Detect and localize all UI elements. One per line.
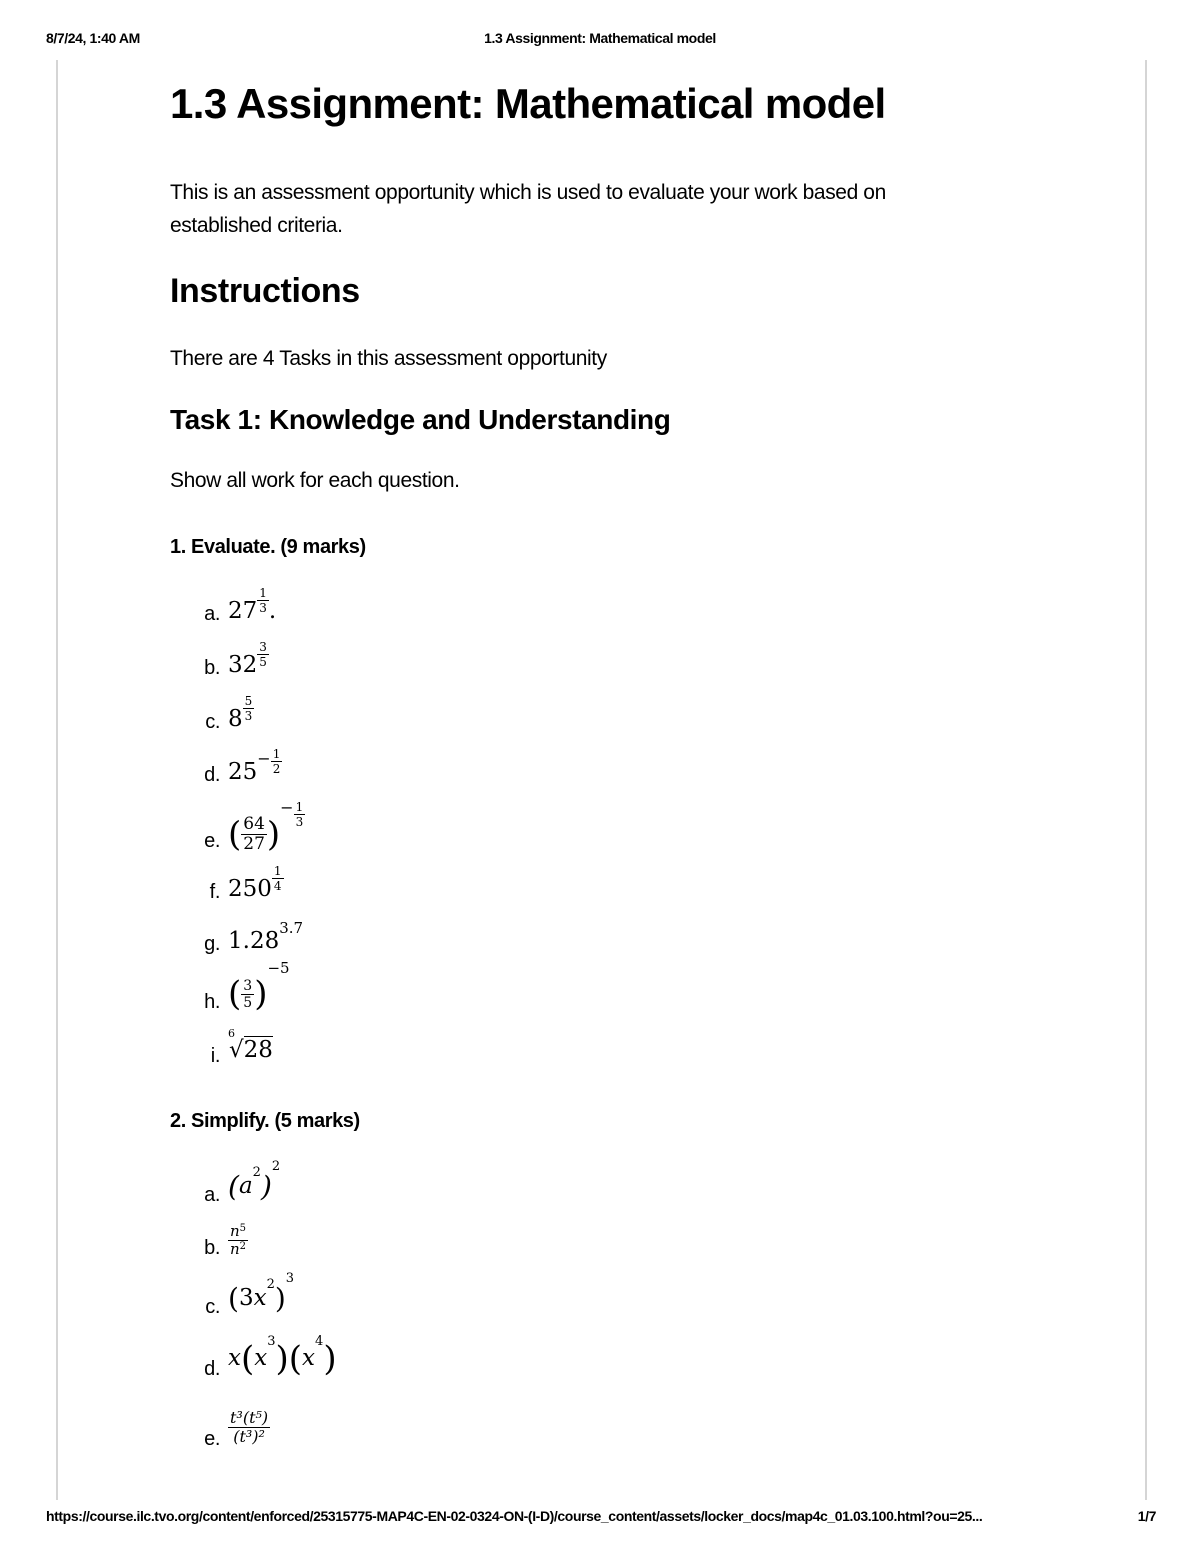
item-label: a.: [204, 603, 220, 625]
item-label: h.: [204, 991, 220, 1013]
item-label: d.: [204, 764, 220, 786]
question-2-heading: 2. Simplify. (5 marks): [170, 1110, 360, 1132]
item-label: i.: [210, 1045, 220, 1067]
q2-item-c: [170, 1271, 470, 1331]
tasks-count-note: There are 4 Tasks in this assessment opportunity: [170, 347, 607, 370]
math-expression: $1.28^{3.7}$: [228, 919, 304, 954]
math-expression: $\frac{\text{t³(t⁵)}}{\text{(t³)²}}$: [230, 1408, 269, 1446]
q1-item-b: [170, 639, 470, 689]
document-body: [170, 80, 1070, 1450]
q1-item-g: [170, 919, 470, 965]
math-expression: 8 $\frac{5}{3}$: [228, 693, 253, 732]
left-border-line: [56, 60, 58, 1500]
right-border-line: [1145, 60, 1147, 1500]
item-label: d.: [204, 1358, 220, 1380]
item-label: e.: [204, 1428, 220, 1450]
page-title: 1.3 Assignment: Mathematical model: [170, 80, 886, 127]
math-expression: ( $\frac{3}{5}$ )$^{-5}$: [228, 959, 290, 1014]
item-label: b.: [204, 657, 220, 679]
math-expression: 32 $\frac{3}{5}$: [228, 639, 267, 678]
q2-item-a: [170, 1159, 470, 1219]
q2-item-e: [170, 1410, 470, 1466]
q1-item-c: [170, 693, 470, 743]
math-expression: 27 $\frac{1}{3}$ .: [228, 585, 277, 624]
math-expression: $\frac{n^5}{n^2}$: [230, 1222, 247, 1258]
item-label: e.: [204, 830, 220, 852]
question-1-heading: 1. Evaluate. (9 marks): [170, 536, 366, 558]
math-expression: 250 $\frac{1}{4}$: [228, 863, 282, 902]
show-work-instruction: Show all work for each question.: [170, 469, 460, 492]
q1-item-h: [170, 959, 470, 1027]
page-number: 1/7: [1137, 1508, 1156, 1524]
item-label: b.: [204, 1237, 220, 1259]
task1-heading: Task 1: Knowledge and Understanding: [170, 404, 671, 435]
item-label: g.: [204, 933, 220, 955]
intro-paragraph: This is an assessment opportunity which is used to evaluate your work based on established criteria.: [170, 181, 886, 237]
q1-item-d: [170, 746, 470, 796]
item-label: c.: [205, 711, 220, 733]
math-expression: $x(x^3)(x^4)$: [228, 1334, 337, 1379]
instructions-heading: Instructions: [170, 272, 360, 310]
print-url: https://course.ilc.tvo.org/content/enforced/25315775-MAP4C-EN-02-0324-ON-(I-D)/course_content/assets/locker_docs/map4c_01.03.100.html?ou=25...: [46, 1508, 983, 1524]
q2-item-b: [170, 1222, 470, 1272]
print-doc-title: 1.3 Assignment: Mathematical model: [484, 30, 716, 46]
item-label: f.: [209, 881, 220, 903]
print-datetime: 8/7/24, 1:40 AM: [46, 30, 140, 46]
math-expression: $(a^2)^2$: [228, 1159, 281, 1203]
q1-item-a: [170, 585, 470, 635]
q1-item-e: [170, 798, 470, 866]
q1-item-i: [170, 1027, 470, 1077]
math-expression: $^6$√28: [228, 1027, 273, 1063]
item-label: c.: [205, 1296, 220, 1318]
q1-item-f: [170, 863, 470, 913]
math-expression: 25− $\frac{1}{2}$: [228, 746, 281, 785]
math-expression: ( $\frac{64}{27}$ )− $\frac{1}{3}$: [228, 798, 304, 855]
q2-item-d: [170, 1334, 470, 1398]
item-label: a.: [204, 1184, 220, 1206]
math-expression: $(3x^2)^3$: [228, 1271, 295, 1315]
